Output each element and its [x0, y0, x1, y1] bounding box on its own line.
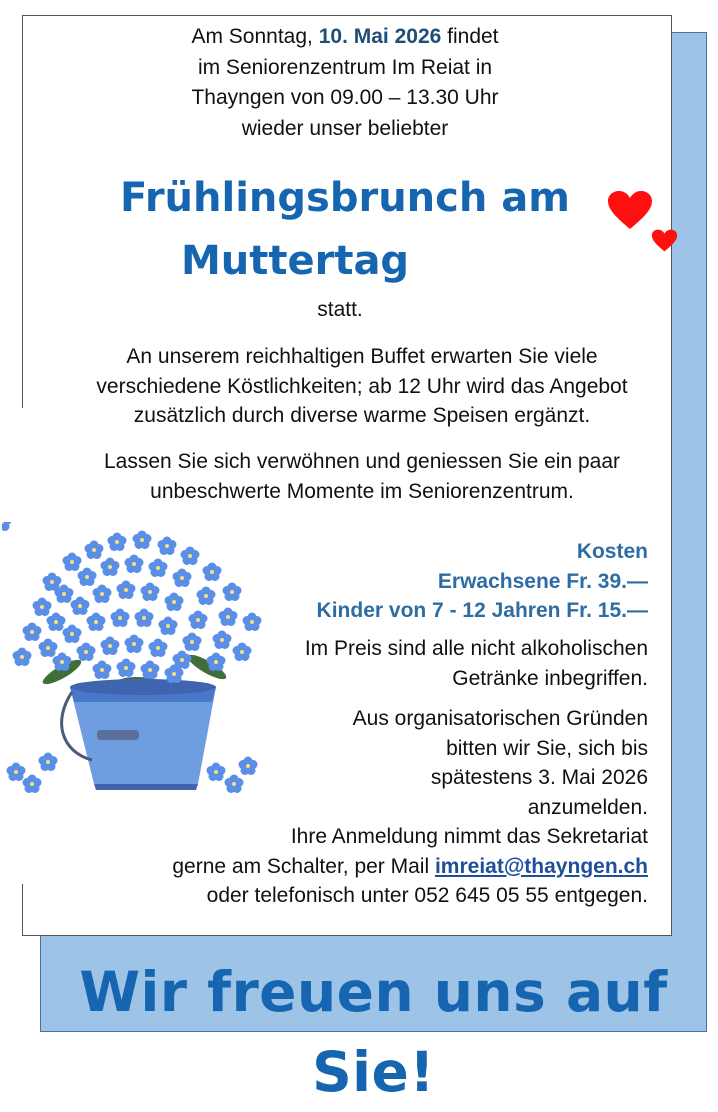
event-date: 10. Mai 2026 — [318, 25, 442, 48]
statt-text: statt. — [317, 298, 363, 321]
small-heart-icon — [651, 229, 678, 252]
footer-slogan: Wir freuen uns auf Sie! — [79, 960, 668, 1104]
intro-text: Am Sonntag, 10. Mai 2026 findet im Seniorenzentrum Im Reiat in Thayngen von 09.00 – 13.30 Uhr wieder unser beliebter — [191, 25, 499, 140]
heart-icon — [607, 190, 653, 230]
registration-info: Aus organisatorischen Gründen bitten wir Sie, sich bis spätestens 3. Mai 2026 anzumelden. Ihre Anmeldung nimmt das Sekretariat gerne am Schalter, per Mail imreiat@thayngen.ch oder telefonisch unter 052 645 05 55 entgegen. — [172, 707, 648, 907]
drinks-note: Im Preis sind alle nicht alkoholischen Getränke inbegriffen. — [304, 637, 648, 690]
enjoy-paragraph: Lassen Sie sich verwöhnen und geniessen Sie ein paar unbeschwerte Momente im Seniorenzentrum. — [103, 450, 620, 503]
costs-heading: Kosten — [576, 540, 648, 563]
adult-price: Erwachsene Fr. 39.— — [437, 569, 648, 593]
child-price: Kinder von 7 - 12 Jahren Fr. 15.— — [316, 599, 648, 622]
event-title — [40, 167, 650, 293]
buffet-paragraph: An unserem reichhaltigen Buffet erwarten Sie viele verschiedene Köstlichkeiten; ab 12 Uhr wird das Angebot zusätzlich durch diverse warme Speisen ergänzt. — [96, 345, 628, 427]
email-link[interactable]: imreiat@thayngen.ch — [434, 854, 648, 878]
title-line1: Frühlingsbrunch am — [120, 175, 570, 221]
title-line2: Muttertag — [180, 238, 410, 284]
costs-section — [228, 537, 648, 626]
